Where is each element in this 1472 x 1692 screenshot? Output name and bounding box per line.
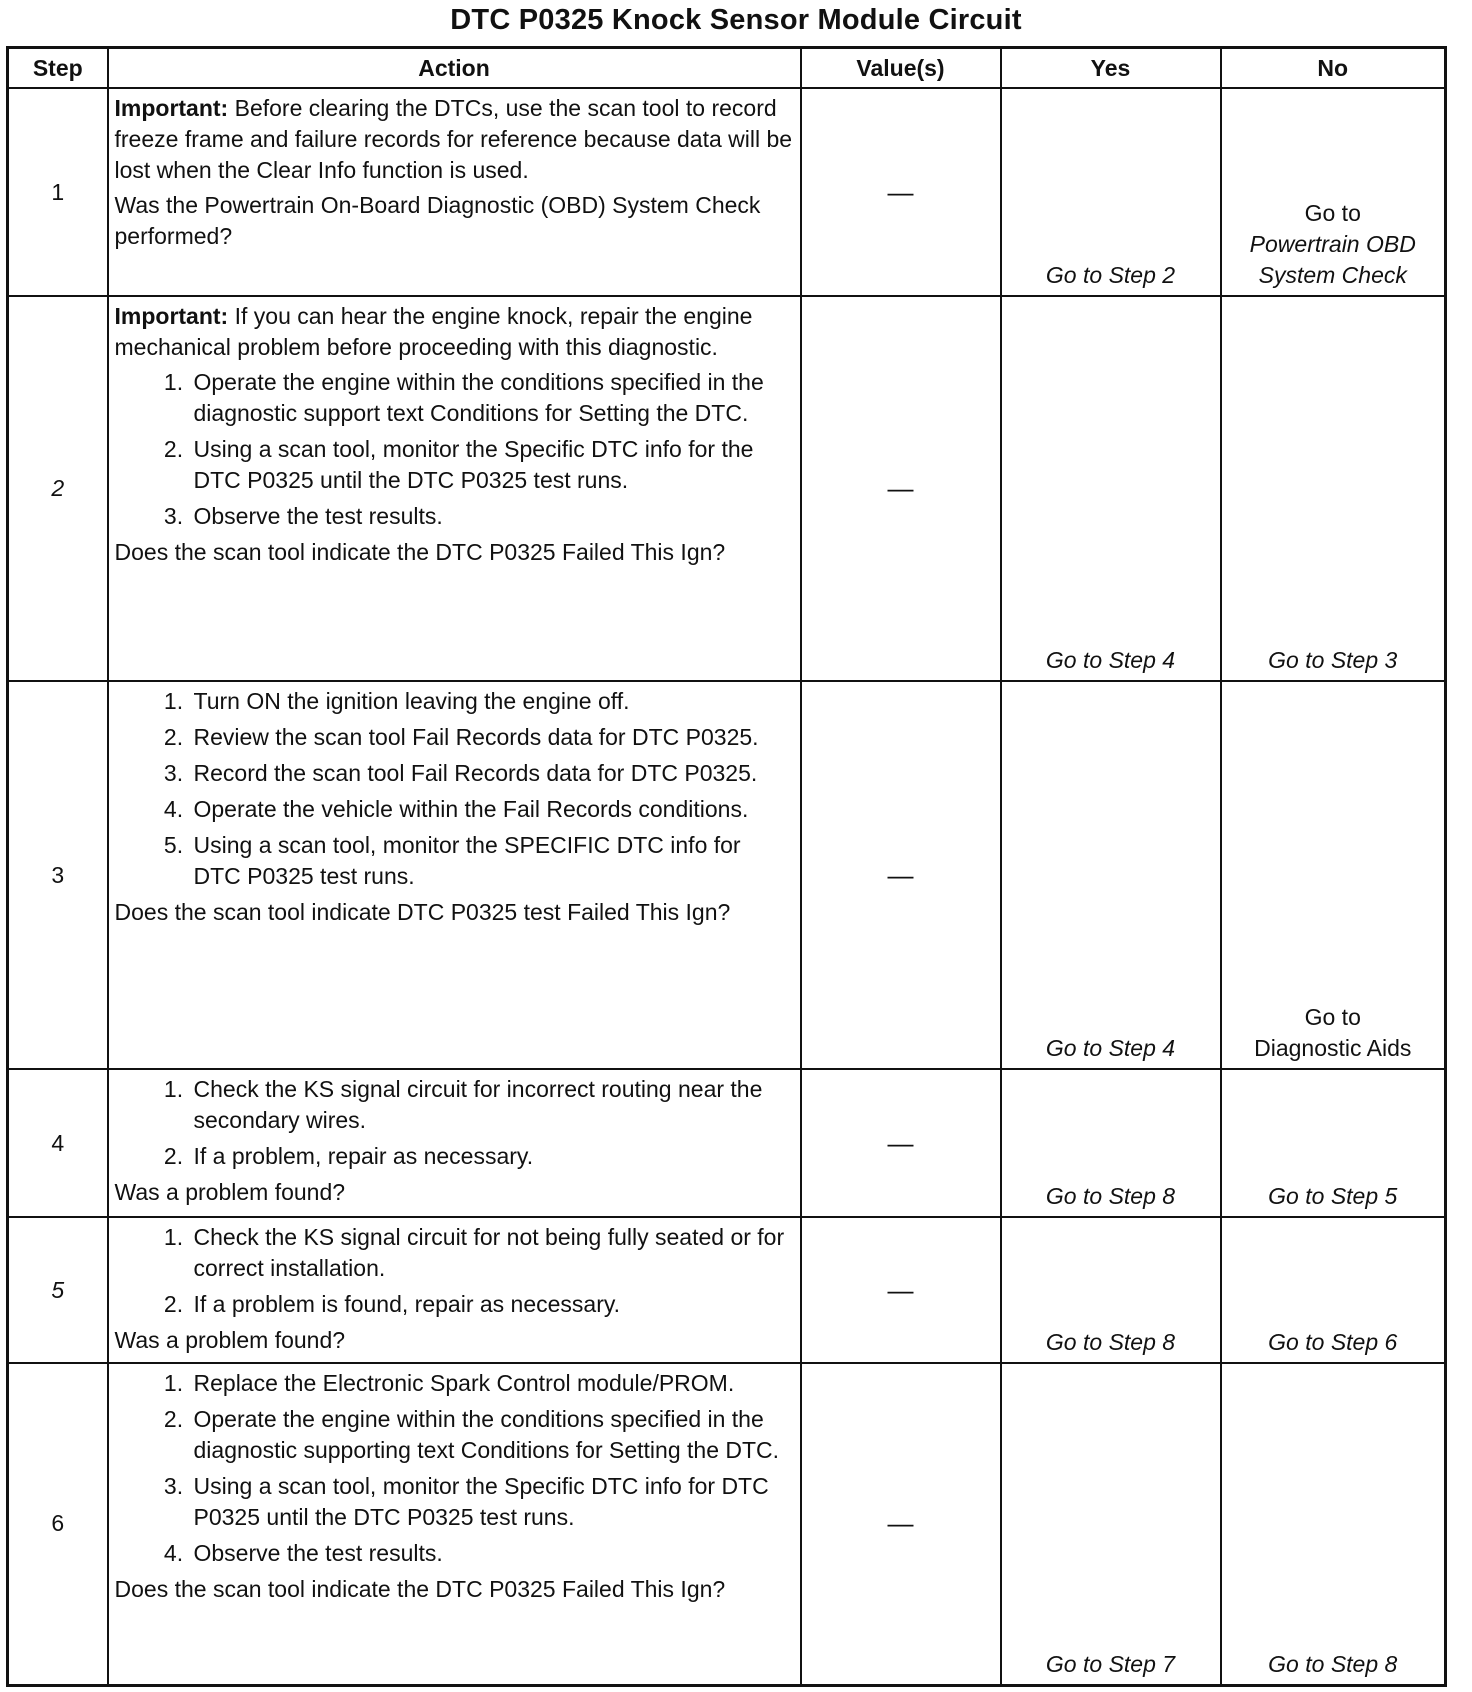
table-row <box>8 681 1446 1069</box>
action-list <box>115 367 794 532</box>
step-question: Does the scan tool indicate DTC P0325 test Failed This Ign? <box>114 899 731 925</box>
header-values: Value(s) <box>801 48 1001 89</box>
step-number: 6 <box>8 1363 108 1685</box>
important-note <box>115 93 794 186</box>
action-cell <box>108 296 801 681</box>
step-question: Does the scan tool indicate the DTC P0325 Failed This Ign? <box>114 539 726 565</box>
action-item: 4. Operate the vehicle within the Fail Records conditions. <box>190 794 794 825</box>
action-item: 1. Replace the Electronic Spark Control module/PROM. <box>190 1368 794 1399</box>
no-result: Go to Step 8 <box>1221 1363 1446 1685</box>
yes-result: Go to Step 7 <box>1001 1363 1221 1685</box>
action-cell <box>108 681 801 1069</box>
yes-result: Go to Step 4 <box>1001 296 1221 681</box>
action-item: 1. Check the KS signal circuit for not being fully seated or for correct installation. <box>190 1222 794 1284</box>
important-text: Before clearing the DTCs, use the scan tool to record freeze frame and failure records for reference because data will be lost when the Clear Info function is used. <box>114 95 793 183</box>
no-result: Go to Step 5 <box>1221 1069 1446 1217</box>
important-label: Important: <box>114 303 229 329</box>
step-number: 2 <box>8 296 108 681</box>
action-list <box>115 1074 794 1172</box>
value-cell: — <box>801 1217 1001 1363</box>
yes-result: Go to Step 2 <box>1001 88 1221 296</box>
table-row <box>8 296 1446 681</box>
action-item: 2. If a problem, repair as necessary. <box>190 1141 794 1172</box>
step-number: 3 <box>8 681 108 1069</box>
step-number: 4 <box>8 1069 108 1217</box>
important-text: If you can hear the engine knock, repair the engine mechanical problem before proceeding with this diagnostic. <box>114 303 753 360</box>
table-row <box>8 1217 1446 1363</box>
no-result: Go to Step 3 <box>1221 296 1446 681</box>
table-row <box>8 1363 1446 1685</box>
header-no: No <box>1221 48 1446 89</box>
header-yes: Yes <box>1001 48 1221 89</box>
action-item: 3. Using a scan tool, monitor the Specific DTC info for DTC P0325 until the DTC P0325 test runs. <box>190 1471 794 1533</box>
no-result-line2: Powertrain OBD System Check <box>1249 231 1416 288</box>
yes-result: Go to Step 8 <box>1001 1069 1221 1217</box>
action-item: 1. Check the KS signal circuit for incorrect routing near the secondary wires. <box>190 1074 794 1136</box>
action-cell <box>108 1217 801 1363</box>
important-note <box>115 301 794 363</box>
action-cell <box>108 1363 801 1685</box>
value-cell: — <box>801 1069 1001 1217</box>
action-cell <box>108 1069 801 1217</box>
important-label: Important: <box>114 95 229 121</box>
action-item: 1. Turn ON the ignition leaving the engine off. <box>190 686 794 717</box>
action-list <box>115 686 794 892</box>
header-action: Action <box>108 48 801 89</box>
action-cell <box>108 88 801 296</box>
no-result-line2: Diagnostic Aids <box>1254 1035 1412 1061</box>
header-step: Step <box>8 48 108 89</box>
action-item: 2. Operate the engine within the conditions specified in the diagnostic supporting text Conditions for Setting the DTC. <box>190 1404 794 1466</box>
value-cell: — <box>801 681 1001 1069</box>
action-item: 1. Operate the engine within the conditions specified in the diagnostic support text Conditions for Setting the DTC. <box>190 367 794 429</box>
step-question: Was a problem found? <box>114 1179 346 1205</box>
value-cell: — <box>801 88 1001 296</box>
action-item: 2. Using a scan tool, monitor the Specific DTC info for the DTC P0325 until the DTC P0325 test runs. <box>190 434 794 496</box>
page-title: DTC P0325 Knock Sensor Module Circuit <box>450 4 1022 36</box>
no-result <box>1221 88 1446 296</box>
action-item: 4. Observe the test results. <box>190 1538 794 1569</box>
action-item: 3. Record the scan tool Fail Records data for DTC P0325. <box>190 758 794 789</box>
action-item: 2. Review the scan tool Fail Records data for DTC P0325. <box>190 722 794 753</box>
action-list <box>115 1368 794 1569</box>
action-item: 5. Using a scan tool, monitor the SPECIFIC DTC info for DTC P0325 test runs. <box>190 830 794 892</box>
step-question: Does the scan tool indicate the DTC P0325 Failed This Ign? <box>114 1576 726 1602</box>
value-cell: — <box>801 1363 1001 1685</box>
action-item: 3. Observe the test results. <box>190 501 794 532</box>
table-row <box>8 1069 1446 1217</box>
yes-result: Go to Step 8 <box>1001 1217 1221 1363</box>
step-question: Was a problem found? <box>114 1327 346 1353</box>
yes-result: Go to Step 4 <box>1001 681 1221 1069</box>
action-list <box>115 1222 794 1320</box>
action-item: 2. If a problem is found, repair as necessary. <box>190 1289 794 1320</box>
step-number: 1 <box>8 88 108 296</box>
value-cell: — <box>801 296 1001 681</box>
step-question: Was the Powertrain On-Board Diagnostic (OBD) System Check performed? <box>114 192 761 249</box>
no-result <box>1221 681 1446 1069</box>
no-result-line1: Go to <box>1304 1004 1361 1030</box>
no-result-line1: Go to <box>1304 200 1361 226</box>
diagnostic-table <box>6 46 1447 1687</box>
header-row <box>8 48 1446 89</box>
no-result: Go to Step 6 <box>1221 1217 1446 1363</box>
step-number: 5 <box>8 1217 108 1363</box>
table-row <box>8 88 1446 296</box>
